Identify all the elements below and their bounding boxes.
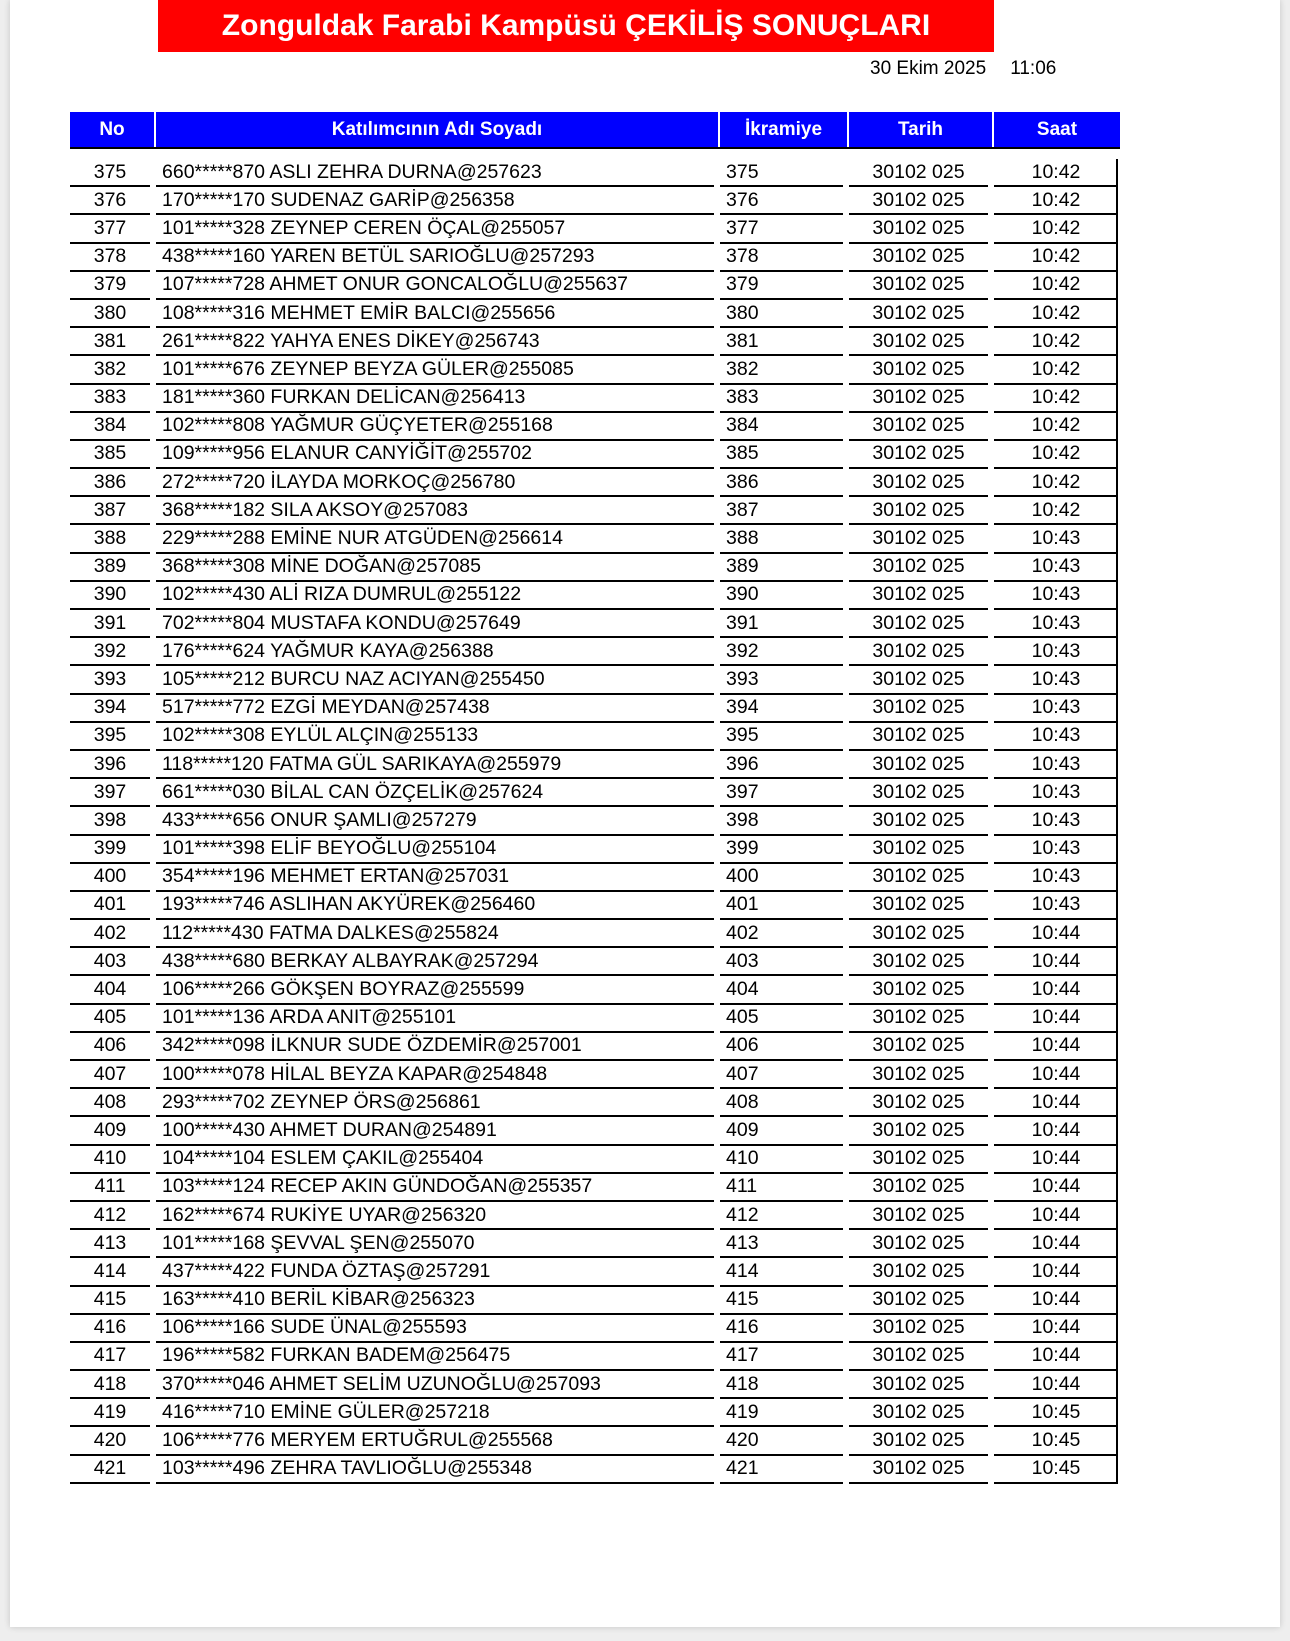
cell-tarih: 30102 025 (849, 695, 988, 723)
cell-tarih: 30102 025 (849, 666, 988, 694)
cell-no: 420 (70, 1427, 150, 1455)
cell-tarih: 30102 025 (849, 187, 988, 215)
cell-name: 101*****676 ZEYNEP BEYZA GÜLER@255085 (156, 356, 714, 384)
table-row (70, 328, 1120, 356)
cell-name: 261*****822 YAHYA ENES DİKEY@256743 (156, 328, 714, 356)
table-row (70, 1315, 1120, 1343)
cell-tarih: 30102 025 (849, 864, 988, 892)
cell-name: 101*****168 ŞEVVAL ŞEN@255070 (156, 1230, 714, 1258)
cell-no: 396 (70, 751, 150, 779)
cell-name: 342*****098 İLKNUR SUDE ÖZDEMİR@257001 (156, 1033, 714, 1061)
cell-tarih: 30102 025 (849, 976, 988, 1004)
cell-ikramiye: 382 (720, 356, 843, 384)
cell-name: 368*****182 SILA AKSOY@257083 (156, 497, 714, 525)
cell-tarih: 30102 025 (849, 779, 988, 807)
table-row (70, 836, 1120, 864)
cell-tarih: 30102 025 (849, 1005, 988, 1033)
cell-saat: 10:42 (994, 272, 1118, 300)
table-row (70, 1287, 1120, 1315)
cell-no: 398 (70, 807, 150, 835)
cell-saat: 10:42 (994, 356, 1118, 384)
cell-tarih: 30102 025 (849, 1117, 988, 1145)
table-row (70, 864, 1120, 892)
table-row (70, 215, 1120, 243)
cell-no: 388 (70, 525, 150, 553)
cell-no: 417 (70, 1343, 150, 1371)
cell-no: 383 (70, 385, 150, 413)
table-row (70, 497, 1120, 525)
table-row (70, 1399, 1120, 1427)
cell-saat: 10:42 (994, 187, 1118, 215)
table-row (70, 525, 1120, 553)
cell-name: 661*****030 BİLAL CAN ÖZÇELİK@257624 (156, 779, 714, 807)
cell-saat: 10:42 (994, 441, 1118, 469)
cell-tarih: 30102 025 (849, 1061, 988, 1089)
cell-saat: 10:44 (994, 1230, 1118, 1258)
cell-ikramiye: 401 (720, 892, 843, 920)
cell-ikramiye: 378 (720, 244, 843, 272)
cell-name: 438*****160 YAREN BETÜL SARIOĞLU@257293 (156, 244, 714, 272)
cell-tarih: 30102 025 (849, 300, 988, 328)
cell-ikramiye: 383 (720, 385, 843, 413)
cell-saat: 10:43 (994, 779, 1118, 807)
cell-no: 381 (70, 328, 150, 356)
cell-ikramiye: 418 (720, 1371, 843, 1399)
cell-no: 403 (70, 948, 150, 976)
cell-saat: 10:45 (994, 1399, 1118, 1427)
cell-saat: 10:43 (994, 836, 1118, 864)
cell-name: 229*****288 EMİNE NUR ATGÜDEN@256614 (156, 525, 714, 553)
cell-saat: 10:43 (994, 554, 1118, 582)
cell-name: 193*****746 ASLIHAN AKYÜREK@256460 (156, 892, 714, 920)
cell-saat: 10:42 (994, 159, 1118, 187)
cell-saat: 10:44 (994, 1089, 1118, 1117)
cell-no: 414 (70, 1258, 150, 1286)
table-row (70, 272, 1120, 300)
cell-saat: 10:43 (994, 864, 1118, 892)
cell-saat: 10:44 (994, 1343, 1118, 1371)
header-tarih: Tarih (849, 112, 994, 147)
cell-ikramiye: 412 (720, 1202, 843, 1230)
cell-name: 517*****772 EZGİ MEYDAN@257438 (156, 695, 714, 723)
cell-tarih: 30102 025 (849, 1343, 988, 1371)
cell-ikramiye: 390 (720, 582, 843, 610)
table-row (70, 187, 1120, 215)
cell-name: 163*****410 BERİL KİBAR@256323 (156, 1287, 714, 1315)
cell-ikramiye: 389 (720, 554, 843, 582)
document-page (10, 0, 1280, 1627)
cell-ikramiye: 395 (720, 723, 843, 751)
cell-tarih: 30102 025 (849, 751, 988, 779)
cell-tarih: 30102 025 (849, 1427, 988, 1455)
cell-ikramiye: 381 (720, 328, 843, 356)
cell-saat: 10:44 (994, 1258, 1118, 1286)
table-row (70, 1089, 1120, 1117)
table-row (70, 1005, 1120, 1033)
cell-no: 387 (70, 497, 150, 525)
cell-saat: 10:44 (994, 920, 1118, 948)
table-row (70, 892, 1120, 920)
cell-saat: 10:42 (994, 497, 1118, 525)
cell-no: 385 (70, 441, 150, 469)
cell-name: 181*****360 FURKAN DELİCAN@256413 (156, 385, 714, 413)
cell-ikramiye: 386 (720, 469, 843, 497)
cell-saat: 10:43 (994, 582, 1118, 610)
table-row (70, 1061, 1120, 1089)
cell-tarih: 30102 025 (849, 948, 988, 976)
cell-no: 393 (70, 666, 150, 694)
cell-name: 437*****422 FUNDA ÖZTAŞ@257291 (156, 1258, 714, 1286)
cell-no: 410 (70, 1146, 150, 1174)
cell-no: 386 (70, 469, 150, 497)
cell-no: 391 (70, 610, 150, 638)
cell-tarih: 30102 025 (849, 215, 988, 243)
cell-tarih: 30102 025 (849, 525, 988, 553)
cell-name: 103*****496 ZEHRA TAVLIOĞLU@255348 (156, 1456, 714, 1484)
cell-no: 395 (70, 723, 150, 751)
cell-tarih: 30102 025 (849, 1315, 988, 1343)
table-row (70, 1174, 1120, 1202)
cell-no: 415 (70, 1287, 150, 1315)
cell-no: 377 (70, 215, 150, 243)
cell-ikramiye: 414 (720, 1258, 843, 1286)
cell-no: 406 (70, 1033, 150, 1061)
cell-ikramiye: 416 (720, 1315, 843, 1343)
cell-no: 419 (70, 1399, 150, 1427)
cell-name: 102*****430 ALİ RIZA DUMRUL@255122 (156, 582, 714, 610)
cell-ikramiye: 391 (720, 610, 843, 638)
cell-no: 378 (70, 244, 150, 272)
cell-name: 106*****776 MERYEM ERTUĞRUL@255568 (156, 1427, 714, 1455)
cell-saat: 10:44 (994, 1146, 1118, 1174)
time-text: 11:06 (1010, 58, 1057, 79)
cell-saat: 10:44 (994, 1033, 1118, 1061)
cell-tarih: 30102 025 (849, 272, 988, 300)
cell-saat: 10:44 (994, 1287, 1118, 1315)
table-row (70, 638, 1120, 666)
cell-saat: 10:43 (994, 807, 1118, 835)
cell-saat: 10:45 (994, 1427, 1118, 1455)
cell-tarih: 30102 025 (849, 836, 988, 864)
cell-saat: 10:44 (994, 1174, 1118, 1202)
cell-name: 368*****308 MİNE DOĞAN@257085 (156, 554, 714, 582)
cell-tarih: 30102 025 (849, 469, 988, 497)
cell-ikramiye: 410 (720, 1146, 843, 1174)
cell-ikramiye: 393 (720, 666, 843, 694)
cell-saat: 10:44 (994, 976, 1118, 1004)
cell-ikramiye: 413 (720, 1230, 843, 1258)
cell-ikramiye: 407 (720, 1061, 843, 1089)
cell-no: 375 (70, 159, 150, 187)
cell-no: 418 (70, 1371, 150, 1399)
cell-no: 376 (70, 187, 150, 215)
cell-ikramiye: 376 (720, 187, 843, 215)
cell-tarih: 30102 025 (849, 554, 988, 582)
header-name: Katılımcının Adı Soyadı (156, 112, 720, 147)
cell-ikramiye: 384 (720, 413, 843, 441)
cell-tarih: 30102 025 (849, 638, 988, 666)
cell-name: 170*****170 SUDENAZ GARİP@256358 (156, 187, 714, 215)
cell-ikramiye: 419 (720, 1399, 843, 1427)
header-no: No (70, 112, 156, 147)
table-row (70, 695, 1120, 723)
cell-ikramiye: 400 (720, 864, 843, 892)
cell-saat: 10:43 (994, 525, 1118, 553)
cell-name: 108*****316 MEHMET EMİR BALCI@255656 (156, 300, 714, 328)
table-row (70, 948, 1120, 976)
timestamp (870, 58, 1110, 84)
cell-name: 433*****656 ONUR ŞAMLI@257279 (156, 807, 714, 835)
table-row (70, 244, 1120, 272)
cell-no: 409 (70, 1117, 150, 1145)
cell-name: 109*****956 ELANUR CANYİĞİT@255702 (156, 441, 714, 469)
cell-no: 402 (70, 920, 150, 948)
cell-ikramiye: 405 (720, 1005, 843, 1033)
table-row (70, 300, 1120, 328)
cell-name: 104*****104 ESLEM ÇAKIL@255404 (156, 1146, 714, 1174)
cell-name: 416*****710 EMİNE GÜLER@257218 (156, 1399, 714, 1427)
cell-name: 112*****430 FATMA DALKES@255824 (156, 920, 714, 948)
cell-no: 411 (70, 1174, 150, 1202)
cell-tarih: 30102 025 (849, 582, 988, 610)
table-row (70, 441, 1120, 469)
cell-tarih: 30102 025 (849, 159, 988, 187)
cell-name: 100*****430 AHMET DURAN@254891 (156, 1117, 714, 1145)
cell-tarih: 30102 025 (849, 1371, 988, 1399)
cell-ikramiye: 387 (720, 497, 843, 525)
cell-ikramiye: 388 (720, 525, 843, 553)
cell-saat: 10:43 (994, 666, 1118, 694)
cell-ikramiye: 417 (720, 1343, 843, 1371)
cell-name: 106*****266 GÖKŞEN BOYRAZ@255599 (156, 976, 714, 1004)
table-row (70, 1202, 1120, 1230)
cell-no: 401 (70, 892, 150, 920)
page-title: Zonguldak Farabi Kampüsü ÇEKİLİŞ SONUÇLARI (158, 0, 994, 52)
cell-name: 660*****870 ASLI ZEHRA DURNA@257623 (156, 159, 714, 187)
table-row (70, 413, 1120, 441)
cell-no: 397 (70, 779, 150, 807)
table-row (70, 1230, 1120, 1258)
table-row (70, 1258, 1120, 1286)
cell-saat: 10:43 (994, 610, 1118, 638)
cell-saat: 10:42 (994, 215, 1118, 243)
cell-ikramiye: 408 (720, 1089, 843, 1117)
table-body (70, 159, 1120, 1484)
cell-tarih: 30102 025 (849, 1456, 988, 1484)
cell-no: 405 (70, 1005, 150, 1033)
table-row (70, 920, 1120, 948)
table-row (70, 385, 1120, 413)
cell-tarih: 30102 025 (849, 356, 988, 384)
cell-name: 106*****166 SUDE ÜNAL@255593 (156, 1315, 714, 1343)
cell-saat: 10:44 (994, 1005, 1118, 1033)
cell-saat: 10:42 (994, 300, 1118, 328)
header-saat: Saat (1036, 118, 1078, 140)
table-row (70, 356, 1120, 384)
cell-no: 421 (70, 1456, 150, 1484)
cell-no: 390 (70, 582, 150, 610)
cell-name: 118*****120 FATMA GÜL SARIKAYA@255979 (156, 751, 714, 779)
cell-name: 370*****046 AHMET SELİM UZUNOĞLU@257093 (156, 1371, 714, 1399)
table-row (70, 1033, 1120, 1061)
table-row (70, 469, 1120, 497)
table-row (70, 723, 1120, 751)
cell-ikramiye: 379 (720, 272, 843, 300)
cell-name: 102*****308 EYLÜL ALÇIN@255133 (156, 723, 714, 751)
header-ikramiye: İkramiye (720, 112, 849, 147)
cell-saat: 10:43 (994, 892, 1118, 920)
cell-ikramiye: 411 (720, 1174, 843, 1202)
cell-saat: 10:44 (994, 948, 1118, 976)
cell-tarih: 30102 025 (849, 610, 988, 638)
cell-no: 380 (70, 300, 150, 328)
table-row (70, 1146, 1120, 1174)
cell-saat: 10:45 (994, 1456, 1118, 1484)
cell-tarih: 30102 025 (849, 1202, 988, 1230)
table-row (70, 1427, 1120, 1455)
cell-name: 272*****720 İLAYDA MORKOÇ@256780 (156, 469, 714, 497)
table-row (70, 779, 1120, 807)
table-row (70, 976, 1120, 1004)
cell-saat: 10:44 (994, 1117, 1118, 1145)
cell-saat: 10:43 (994, 751, 1118, 779)
table-row (70, 1343, 1120, 1371)
table-row (70, 666, 1120, 694)
cell-ikramiye: 402 (720, 920, 843, 948)
cell-tarih: 30102 025 (849, 723, 988, 751)
cell-tarih: 30102 025 (849, 1287, 988, 1315)
cell-tarih: 30102 025 (849, 328, 988, 356)
cell-no: 399 (70, 836, 150, 864)
cell-no: 413 (70, 1230, 150, 1258)
cell-no: 384 (70, 413, 150, 441)
cell-tarih: 30102 025 (849, 441, 988, 469)
cell-saat: 10:43 (994, 695, 1118, 723)
table-row (70, 582, 1120, 610)
table-row (70, 610, 1120, 638)
cell-no: 382 (70, 356, 150, 384)
cell-ikramiye: 392 (720, 638, 843, 666)
cell-ikramiye: 394 (720, 695, 843, 723)
cell-saat: 10:44 (994, 1315, 1118, 1343)
date-text: 30 Ekim 2025 (870, 58, 987, 79)
cell-ikramiye: 398 (720, 807, 843, 835)
cell-ikramiye: 380 (720, 300, 843, 328)
cell-tarih: 30102 025 (849, 497, 988, 525)
cell-no: 392 (70, 638, 150, 666)
cell-name: 101*****398 ELİF BEYOĞLU@255104 (156, 836, 714, 864)
cell-tarih: 30102 025 (849, 1174, 988, 1202)
cell-saat: 10:42 (994, 469, 1118, 497)
cell-no: 404 (70, 976, 150, 1004)
cell-saat: 10:43 (994, 638, 1118, 666)
cell-name: 354*****196 MEHMET ERTAN@257031 (156, 864, 714, 892)
table-row (70, 751, 1120, 779)
cell-ikramiye: 421 (720, 1456, 843, 1484)
cell-name: 196*****582 FURKAN BADEM@256475 (156, 1343, 714, 1371)
cell-ikramiye: 377 (720, 215, 843, 243)
results-table (70, 112, 1120, 1484)
cell-name: 102*****808 YAĞMUR GÜÇYETER@255168 (156, 413, 714, 441)
cell-saat: 10:42 (994, 244, 1118, 272)
cell-name: 176*****624 YAĞMUR KAYA@256388 (156, 638, 714, 666)
table-header (70, 112, 1120, 149)
cell-name: 438*****680 BERKAY ALBAYRAK@257294 (156, 948, 714, 976)
cell-ikramiye: 396 (720, 751, 843, 779)
cell-tarih: 30102 025 (849, 1033, 988, 1061)
cell-tarih: 30102 025 (849, 385, 988, 413)
cell-no: 379 (70, 272, 150, 300)
cell-saat: 10:44 (994, 1202, 1118, 1230)
cell-tarih: 30102 025 (849, 920, 988, 948)
cell-name: 702*****804 MUSTAFA KONDU@257649 (156, 610, 714, 638)
cell-tarih: 30102 025 (849, 892, 988, 920)
table-row (70, 159, 1120, 187)
table-row (70, 1117, 1120, 1145)
cell-saat: 10:42 (994, 328, 1118, 356)
cell-name: 103*****124 RECEP AKIN GÜNDOĞAN@255357 (156, 1174, 714, 1202)
cell-tarih: 30102 025 (849, 1258, 988, 1286)
cell-no: 412 (70, 1202, 150, 1230)
cell-tarih: 30102 025 (849, 244, 988, 272)
cell-name: 107*****728 AHMET ONUR GONCALOĞLU@255637 (156, 272, 714, 300)
cell-no: 389 (70, 554, 150, 582)
cell-tarih: 30102 025 (849, 807, 988, 835)
cell-tarih: 30102 025 (849, 413, 988, 441)
cell-tarih: 30102 025 (849, 1399, 988, 1427)
table-row (70, 807, 1120, 835)
cell-ikramiye: 375 (720, 159, 843, 187)
table-row (70, 554, 1120, 582)
cell-ikramiye: 397 (720, 779, 843, 807)
cell-ikramiye: 409 (720, 1117, 843, 1145)
cell-ikramiye: 415 (720, 1287, 843, 1315)
cell-saat: 10:43 (994, 723, 1118, 751)
cell-name: 293*****702 ZEYNEP ÖRS@256861 (156, 1089, 714, 1117)
cell-tarih: 30102 025 (849, 1089, 988, 1117)
cell-no: 400 (70, 864, 150, 892)
cell-saat: 10:44 (994, 1061, 1118, 1089)
cell-ikramiye: 420 (720, 1427, 843, 1455)
cell-ikramiye: 385 (720, 441, 843, 469)
cell-saat: 10:44 (994, 1371, 1118, 1399)
cell-saat: 10:42 (994, 385, 1118, 413)
cell-saat: 10:42 (994, 413, 1118, 441)
cell-tarih: 30102 025 (849, 1230, 988, 1258)
cell-ikramiye: 406 (720, 1033, 843, 1061)
table-row (70, 1456, 1120, 1484)
cell-name: 100*****078 HİLAL BEYZA KAPAR@254848 (156, 1061, 714, 1089)
cell-no: 408 (70, 1089, 150, 1117)
cell-name: 101*****328 ZEYNEP CEREN ÖÇAL@255057 (156, 215, 714, 243)
cell-ikramiye: 399 (720, 836, 843, 864)
cell-tarih: 30102 025 (849, 1146, 988, 1174)
cell-ikramiye: 403 (720, 948, 843, 976)
cell-no: 407 (70, 1061, 150, 1089)
table-row (70, 1371, 1120, 1399)
cell-name: 105*****212 BURCU NAZ ACIYAN@255450 (156, 666, 714, 694)
cell-name: 162*****674 RUKİYE UYAR@256320 (156, 1202, 714, 1230)
cell-ikramiye: 404 (720, 976, 843, 1004)
cell-no: 394 (70, 695, 150, 723)
cell-no: 416 (70, 1315, 150, 1343)
cell-name: 101*****136 ARDA ANIT@255101 (156, 1005, 714, 1033)
